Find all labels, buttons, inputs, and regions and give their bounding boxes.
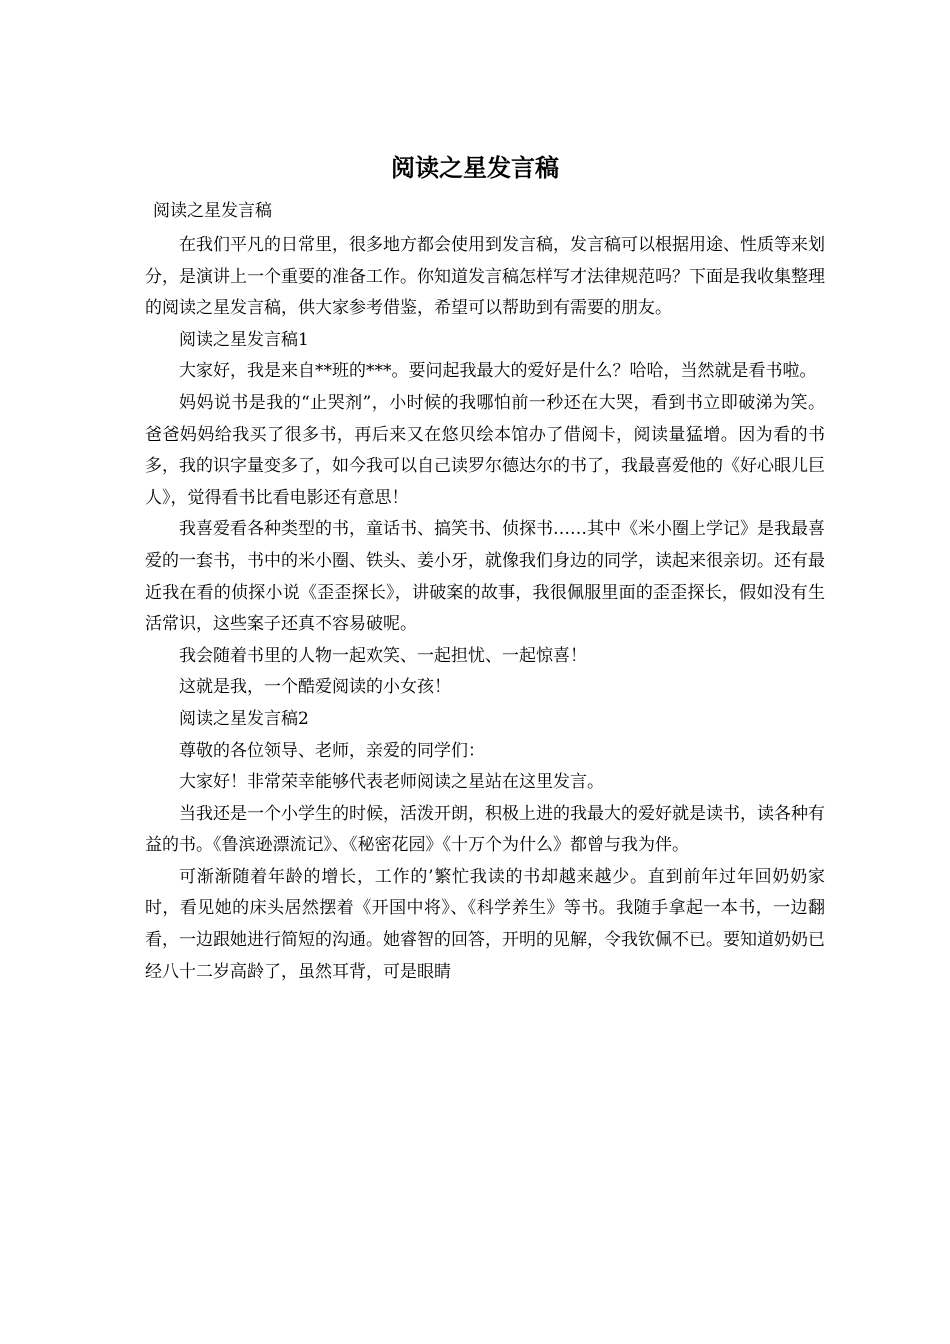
salutation: 尊敬的各位领导、老师，亲爱的同学们： [179, 740, 485, 761]
paragraph: 妈妈说书是我的“止哭剂”，小时候的我哪怕前一秒还在大哭，看到书立即破涕为笑。爸爸妈妈给我买了很多书，再后来又在悠贝绘本馆办了借阅卡，阅读量猛增。因为看的书多，我的识字量变多了，如今我可以自己读罗尔德达尔的书了，我最喜爱他的《好心眼儿巨人》，觉得看书比看电影还有意思！ [145, 392, 825, 508]
paragraph: 我喜爱看各种类型的书，童话书、搞笑书、侦探书……其中《米小圈上学记》是我最喜爱的一套书，书中的米小圈、铁头、姜小牙，就像我们身边的同学，读起来很亲切。还有最近我在看的侦探小说《歪歪探长》，讲破案的故事，我很佩服里面的歪歪探长，假如没有生活常识，这些案子还真不容易破呢。 [145, 519, 825, 635]
document-title: 阅读之星发言稿 [391, 153, 559, 182]
paragraph: 这就是我，一个酷爱阅读的小女孩！ [179, 677, 451, 698]
paragraph-intro: 在我们平凡的日常里，很多地方都会使用到发言稿，发言稿可以根据用途、性质等来划分，是演讲上一个重要的准备工作。你知道发言稿怎样写才法律规范吗？下面是我收集整理的阅读之星发言稿，供大家参考借鉴，希望可以帮助到有需要的朋友。 [145, 235, 825, 319]
paragraph: 当我还是一个小学生的时候，活泼开朗，积极上进的我最大的爱好就是读书，读各种有益的书。《鲁滨逊漂流记》、《秘密花园》《十万个为什么》都曾与我为伴。 [145, 803, 825, 856]
paragraph: 大家好，我是来自**班的***。要问起我最大的爱好是什么？哈哈，当然就是看书啦。 [179, 361, 817, 382]
document-subtitle: 阅读之星发言稿 [153, 201, 272, 221]
paragraph: 我会随着书里的人物一起欢笑、一起担忧、一起惊喜！ [179, 645, 587, 666]
document-body [145, 230, 825, 988]
section-heading-1: 阅读之星发言稿1 [179, 329, 309, 350]
paragraph: 大家好！非常荣幸能够代表老师阅读之星站在这里发言。 [179, 772, 604, 793]
paragraph: 可渐渐随着年龄的增长，工作的’繁忙我读的书却越来越少。直到前年过年回奶奶家时，看见她的床头居然摆着《开国中将》、《科学养生》等书。我随手拿起一本书，一边翻看，一边跟她进行简短的沟通。她睿智的回答，开明的见解，令我钦佩不已。要知道奶奶已经八十二岁高龄了，虽然耳背，可是眼睛 [145, 866, 825, 982]
section-heading-2: 阅读之星发言稿2 [179, 708, 309, 729]
